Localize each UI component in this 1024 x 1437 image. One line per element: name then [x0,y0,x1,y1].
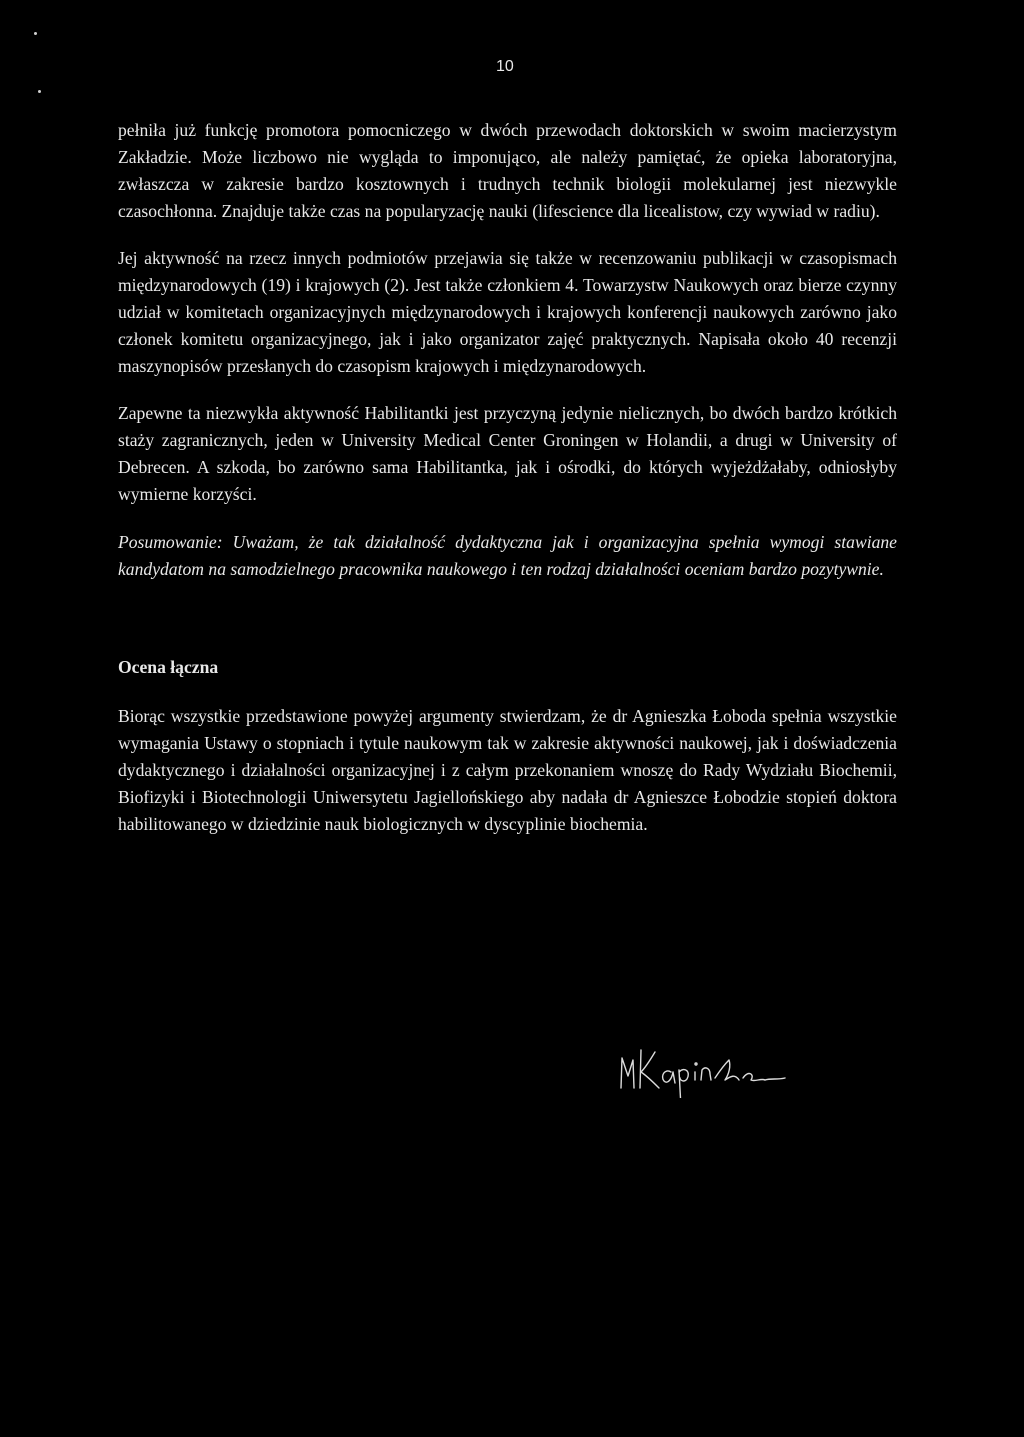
section-heading: Ocena łączna [118,657,219,677]
scan-speck [38,90,41,93]
paragraph-activity: Jej aktywność na rzecz innych podmiotów przejawia się także w recenzowaniu publikacji w czasopismach międzynarodowych (19) i krajowych (2). Jest także członkiem 4. Towarzystw Naukowych oraz bierze czynny udział w komitetach organizacyjnych międzynarodowych i krajowych konferencji naukowych zarówno jako członek komitetu organizacyjnego, jak i jako organizator zajęć praktycznych. Napisała około 40 recenzji maszynopisów przesłanych do czasopism krajowych i międzynarodowych. [118,248,897,376]
handwritten-signature-icon [615,1028,825,1098]
scan-speck [34,32,37,35]
paragraph-conclusion: Posumowanie: Uważam, że tak działalność dydaktyczna jak i organizacyjna spełnia wymogi stawiane kandydatom na samodzielnego pracownika naukowego i ten rodzaj działalności oceniam bardzo pozytywnie. [118,532,897,579]
document-body [118,117,897,838]
page-number: 10 [496,58,514,75]
paragraph-final-assessment: Biorąc wszystkie przedstawione powyżej argumenty stwierdzam, że dr Agnieszka Łoboda spełnia wszystkie wymagania Ustawy o stopniach i tytule naukowym tak w zakresie aktywności naukowej, jak i doświadczenia dydaktycznego i działalności organizacyjnej i z całym przekonaniem wnoszę do Rady Wydziału Biochemii, Biofizyki i Biotechnologii Uniwersytetu Jagiellońskiego aby nadała dr Agnieszce Łobodzie stopień doktora habilitowanego w dziedzinie nauk biologicznych w dyscyplinie biochemia. [118,706,897,834]
paragraph-promoter: pełniła już funkcję promotora pomocniczego w dwóch przewodach doktorskich w swoim macierzystym Zakładzie. Może liczbowo nie wygląda to imponująco, ale należy pamiętać, że opieka laboratoryjna, zwłaszcza w zakresie bardzo kosztownych i trudnych technik biologii molekularnej jest niezwykle czasochłonna. Znajduje także czas na popularyzację nauki (lifescience dla licealistow, czy wywiad w radiu). [118,120,897,221]
paragraph-internships: Zapewne ta niezwykła aktywność Habilitantki jest przyczyną jedynie nielicznych, bo dwóch bardzo krótkich staży zagranicznych, jeden w University Medical Center Groningen w Holandii, a drugi w University of Debrecen. A szkoda, bo zarówno sama Habilitantka, jak i ośrodki, do których wyjeżdżałaby, odniosłyby wymierne korzyści. [118,403,897,504]
